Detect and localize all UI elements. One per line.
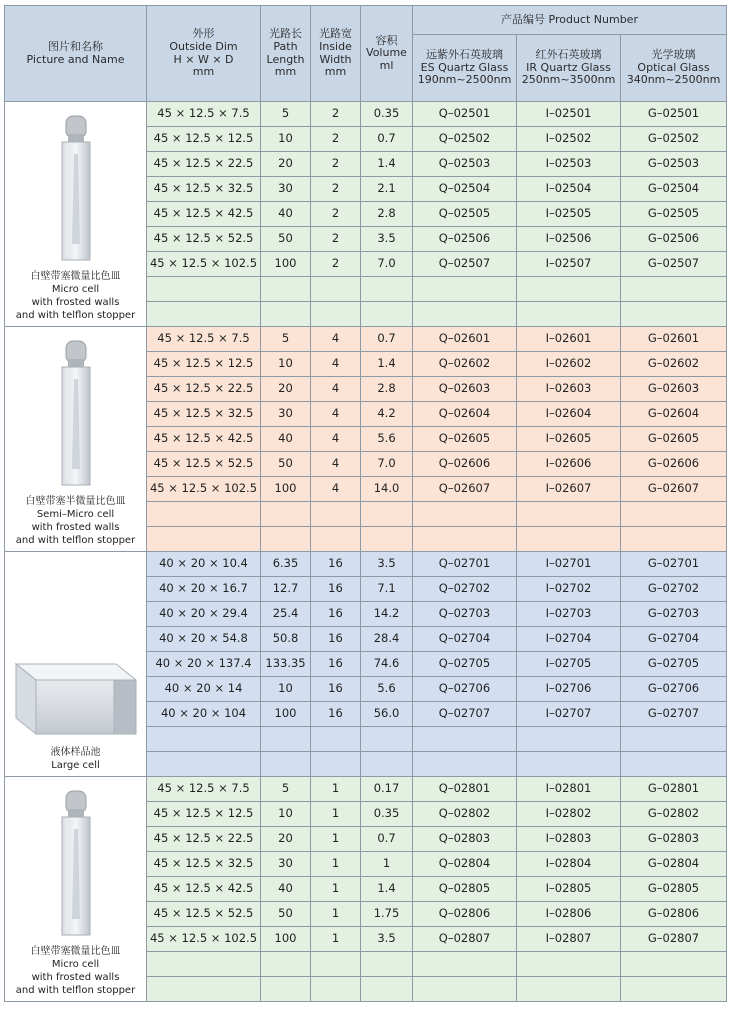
inside-width-cell: 2	[311, 177, 361, 202]
es-quartz-number-cell: Q–02507	[413, 252, 517, 277]
outside-dim-cell: 45 × 12.5 × 42.5	[147, 427, 261, 452]
outside-dim-cell: 45 × 12.5 × 32.5	[147, 177, 261, 202]
path-length-cell: 40	[261, 877, 311, 902]
path-length-cell: 50	[261, 452, 311, 477]
ir-quartz-number-cell: I–02705	[517, 652, 621, 677]
es-quartz-number-cell: Q–02504	[413, 177, 517, 202]
inside-width-cell: 4	[311, 327, 361, 352]
ir-quartz-number-cell: I–02507	[517, 252, 621, 277]
volume-cell: 4.2	[361, 402, 413, 427]
inside-width-cell: 4	[311, 477, 361, 502]
optical-glass-number-cell: G–02705	[621, 652, 727, 677]
es-quartz-number-cell: Q–02703	[413, 602, 517, 627]
es-quartz-number-cell	[413, 502, 517, 527]
outside-dim-cell: 45 × 12.5 × 22.5	[147, 827, 261, 852]
volume-cell: 74.6	[361, 652, 413, 677]
outside-dim-cell: 45 × 12.5 × 52.5	[147, 452, 261, 477]
volume-cell: 0.7	[361, 127, 413, 152]
inside-width-cell: 4	[311, 402, 361, 427]
es-quartz-number-cell: Q–02606	[413, 452, 517, 477]
es-quartz-number-cell: Q–02603	[413, 377, 517, 402]
optical-glass-number-cell: G–02501	[621, 102, 727, 127]
outside-dim-cell: 45 × 12.5 × 102.5	[147, 477, 261, 502]
volume-cell: 0.7	[361, 327, 413, 352]
path-length-cell	[261, 727, 311, 752]
es-quartz-number-cell	[413, 977, 517, 1002]
volume-cell: 0.17	[361, 777, 413, 802]
es-quartz-number-cell: Q–02607	[413, 477, 517, 502]
volume-cell: 5.6	[361, 677, 413, 702]
es-quartz-number-cell: Q–02704	[413, 627, 517, 652]
es-quartz-number-cell: Q–02802	[413, 802, 517, 827]
ir-quartz-number-cell: I–02605	[517, 427, 621, 452]
optical-glass-number-cell	[621, 302, 727, 327]
ir-quartz-number-cell: I–02804	[517, 852, 621, 877]
es-quartz-number-cell: Q–02505	[413, 202, 517, 227]
picture-name-cell	[5, 777, 147, 1002]
volume-cell: 7.0	[361, 452, 413, 477]
es-quartz-number-cell: Q–02602	[413, 352, 517, 377]
ir-quartz-number-cell	[517, 752, 621, 777]
outside-dim-cell	[147, 727, 261, 752]
inside-width-cell: 2	[311, 152, 361, 177]
es-quartz-number-cell: Q–02804	[413, 852, 517, 877]
optical-glass-number-cell	[621, 952, 727, 977]
es-quartz-number-cell	[413, 527, 517, 552]
inside-width-cell: 16	[311, 577, 361, 602]
path-length-cell: 30	[261, 402, 311, 427]
volume-cell: 7.0	[361, 252, 413, 277]
volume-cell: 1.4	[361, 352, 413, 377]
path-length-cell: 5	[261, 102, 311, 127]
cuvette-with-stopper-icon	[5, 114, 146, 264]
ir-quartz-number-cell	[517, 952, 621, 977]
ir-quartz-number-cell: I–02702	[517, 577, 621, 602]
inside-width-cell: 4	[311, 352, 361, 377]
path-length-cell: 133.35	[261, 652, 311, 677]
product-name-line: Large cell	[51, 760, 100, 771]
picture-name-cell	[5, 552, 147, 777]
path-length-cell	[261, 502, 311, 527]
inside-width-cell: 1	[311, 777, 361, 802]
ir-quartz-number-cell: I–02704	[517, 627, 621, 652]
product-name-line: and with telflon stopper	[15, 310, 136, 321]
volume-cell	[361, 752, 413, 777]
optical-glass-number-cell: G–02604	[621, 402, 727, 427]
optical-glass-number-cell: G–02801	[621, 777, 727, 802]
optical-glass-number-cell	[621, 502, 727, 527]
inside-width-cell: 1	[311, 802, 361, 827]
ir-quartz-number-cell: I–02701	[517, 552, 621, 577]
outside-dim-cell: 45 × 12.5 × 102.5	[147, 252, 261, 277]
ir-quartz-number-cell: I–02503	[517, 152, 621, 177]
es-quartz-number-cell	[413, 277, 517, 302]
product-name-label	[5, 746, 146, 772]
outside-dim-cell: 45 × 12.5 × 102.5	[147, 927, 261, 952]
optical-glass-number-cell: G–02704	[621, 627, 727, 652]
header-path-length: 光路长 Path Length mm	[261, 6, 311, 102]
volume-cell: 1.4	[361, 152, 413, 177]
outside-dim-cell: 40 × 20 × 104	[147, 702, 261, 727]
ir-quartz-number-cell: I–02603	[517, 377, 621, 402]
outside-dim-cell: 45 × 12.5 × 12.5	[147, 352, 261, 377]
inside-width-cell: 2	[311, 252, 361, 277]
es-quartz-number-cell: Q–02707	[413, 702, 517, 727]
optical-glass-number-cell: G–02503	[621, 152, 727, 177]
path-length-cell: 40	[261, 202, 311, 227]
volume-cell	[361, 952, 413, 977]
volume-cell: 2.8	[361, 202, 413, 227]
optical-glass-number-cell: G–02602	[621, 352, 727, 377]
inside-width-cell	[311, 752, 361, 777]
ir-quartz-number-cell: I–02505	[517, 202, 621, 227]
optical-glass-number-cell: G–02607	[621, 477, 727, 502]
optical-glass-number-cell: G–02605	[621, 427, 727, 452]
outside-dim-cell: 45 × 12.5 × 42.5	[147, 202, 261, 227]
es-quartz-number-cell	[413, 727, 517, 752]
path-length-cell: 10	[261, 677, 311, 702]
header-ir-quartz: 红外石英玻璃 IR Quartz Glass 250nm~3500nm	[517, 35, 621, 102]
path-length-cell: 40	[261, 427, 311, 452]
inside-width-cell: 1	[311, 902, 361, 927]
inside-width-cell: 16	[311, 652, 361, 677]
optical-glass-number-cell: G–02804	[621, 852, 727, 877]
volume-cell: 0.35	[361, 802, 413, 827]
inside-width-cell: 1	[311, 877, 361, 902]
outside-dim-cell	[147, 302, 261, 327]
ir-quartz-number-cell: I–02606	[517, 452, 621, 477]
path-length-cell	[261, 952, 311, 977]
outside-dim-cell: 45 × 12.5 × 7.5	[147, 102, 261, 127]
product-name-line: Micro cell	[51, 284, 100, 295]
es-quartz-number-cell: Q–02803	[413, 827, 517, 852]
ir-quartz-number-cell: I–02604	[517, 402, 621, 427]
path-length-cell: 10	[261, 127, 311, 152]
optical-glass-number-cell: G–02702	[621, 577, 727, 602]
volume-cell: 14.0	[361, 477, 413, 502]
es-quartz-number-cell: Q–02801	[413, 777, 517, 802]
product-name-line: 液体样品池	[50, 747, 101, 758]
picture-name-cell	[5, 102, 147, 327]
optical-glass-number-cell: G–02701	[621, 552, 727, 577]
outside-dim-cell: 45 × 12.5 × 52.5	[147, 227, 261, 252]
ir-quartz-number-cell	[517, 302, 621, 327]
table-header	[5, 6, 727, 102]
ir-quartz-number-cell: I–02502	[517, 127, 621, 152]
inside-width-cell	[311, 527, 361, 552]
path-length-cell: 5	[261, 777, 311, 802]
ir-quartz-number-cell: I–02607	[517, 477, 621, 502]
optical-glass-number-cell: G–02802	[621, 802, 727, 827]
ir-quartz-number-cell: I–02707	[517, 702, 621, 727]
optical-glass-number-cell: G–02506	[621, 227, 727, 252]
ir-quartz-number-cell: I–02504	[517, 177, 621, 202]
es-quartz-number-cell: Q–02506	[413, 227, 517, 252]
ir-quartz-number-cell	[517, 977, 621, 1002]
product-name-line: with frosted walls	[31, 972, 120, 983]
outside-dim-cell	[147, 527, 261, 552]
inside-width-cell: 16	[311, 677, 361, 702]
outside-dim-cell: 40 × 20 × 29.4	[147, 602, 261, 627]
outside-dim-cell	[147, 277, 261, 302]
optical-glass-number-cell: G–02803	[621, 827, 727, 852]
table-row	[5, 552, 727, 577]
optical-glass-number-cell: G–02505	[621, 202, 727, 227]
volume-cell: 3.5	[361, 227, 413, 252]
product-name-label	[5, 495, 146, 547]
outside-dim-cell	[147, 952, 261, 977]
inside-width-cell	[311, 502, 361, 527]
header-es-quartz: 远紫外石英玻璃 ES Quartz Glass 190nm~2500nm	[413, 35, 517, 102]
table-body	[5, 102, 727, 1002]
path-length-cell	[261, 277, 311, 302]
ir-quartz-number-cell	[517, 502, 621, 527]
volume-cell: 0.7	[361, 827, 413, 852]
volume-cell: 2.8	[361, 377, 413, 402]
es-quartz-number-cell: Q–02605	[413, 427, 517, 452]
optical-glass-number-cell: G–02606	[621, 452, 727, 477]
product-name-line: and with telflon stopper	[15, 535, 136, 546]
inside-width-cell: 2	[311, 127, 361, 152]
ir-quartz-number-cell: I–02602	[517, 352, 621, 377]
es-quartz-number-cell	[413, 752, 517, 777]
volume-cell	[361, 502, 413, 527]
inside-width-cell: 1	[311, 927, 361, 952]
es-quartz-number-cell: Q–02806	[413, 902, 517, 927]
es-quartz-number-cell	[413, 302, 517, 327]
ir-quartz-number-cell: I–02506	[517, 227, 621, 252]
optical-glass-number-cell: G–02507	[621, 252, 727, 277]
es-quartz-number-cell: Q–02706	[413, 677, 517, 702]
inside-width-cell: 4	[311, 377, 361, 402]
product-name-line: 白壁带塞微量比色皿	[30, 271, 121, 282]
path-length-cell	[261, 527, 311, 552]
path-length-cell: 50.8	[261, 627, 311, 652]
path-length-cell: 100	[261, 702, 311, 727]
path-length-cell: 12.7	[261, 577, 311, 602]
header-inside-width: 光路宽 Inside Width mm	[311, 6, 361, 102]
volume-cell: 28.4	[361, 627, 413, 652]
outside-dim-cell: 40 × 20 × 14	[147, 677, 261, 702]
optical-glass-number-cell: G–02807	[621, 927, 727, 952]
product-name-line: 白壁带塞微量比色皿	[30, 946, 121, 957]
path-length-cell: 20	[261, 377, 311, 402]
optical-glass-number-cell: G–02601	[621, 327, 727, 352]
table-row	[5, 327, 727, 352]
product-name-label	[5, 270, 146, 322]
path-length-cell: 10	[261, 802, 311, 827]
es-quartz-number-cell	[413, 952, 517, 977]
ir-quartz-number-cell: I–02601	[517, 327, 621, 352]
es-quartz-number-cell: Q–02604	[413, 402, 517, 427]
path-length-cell	[261, 752, 311, 777]
outside-dim-cell: 45 × 12.5 × 22.5	[147, 377, 261, 402]
optical-glass-number-cell: G–02504	[621, 177, 727, 202]
es-quartz-number-cell: Q–02503	[413, 152, 517, 177]
product-name-line: with frosted walls	[31, 522, 120, 533]
picture-name-cell	[5, 327, 147, 552]
optical-glass-number-cell	[621, 527, 727, 552]
optical-glass-number-cell: G–02703	[621, 602, 727, 627]
ir-quartz-number-cell: I–02703	[517, 602, 621, 627]
outside-dim-cell	[147, 752, 261, 777]
ir-quartz-number-cell: I–02806	[517, 902, 621, 927]
outside-dim-cell: 45 × 12.5 × 7.5	[147, 777, 261, 802]
inside-width-cell	[311, 277, 361, 302]
header-product-number: 产品编号 Product Number	[413, 6, 727, 35]
path-length-cell: 100	[261, 477, 311, 502]
inside-width-cell	[311, 952, 361, 977]
product-name-label	[5, 945, 146, 997]
header-volume: 容积 Volume ml	[361, 6, 413, 102]
outside-dim-cell: 45 × 12.5 × 32.5	[147, 852, 261, 877]
inside-width-cell	[311, 727, 361, 752]
table-row	[5, 777, 727, 802]
volume-cell: 1	[361, 852, 413, 877]
inside-width-cell	[311, 302, 361, 327]
volume-cell: 1.4	[361, 877, 413, 902]
path-length-cell: 5	[261, 327, 311, 352]
path-length-cell: 30	[261, 852, 311, 877]
header-optical-glass: 光学玻璃 Optical Glass 340nm~2500nm	[621, 35, 727, 102]
path-length-cell: 25.4	[261, 602, 311, 627]
path-length-cell: 30	[261, 177, 311, 202]
optical-glass-number-cell: G–02706	[621, 677, 727, 702]
path-length-cell	[261, 977, 311, 1002]
outside-dim-cell	[147, 977, 261, 1002]
volume-cell: 2.1	[361, 177, 413, 202]
outside-dim-cell: 45 × 12.5 × 42.5	[147, 877, 261, 902]
product-spec-table	[4, 5, 727, 1002]
inside-width-cell: 4	[311, 427, 361, 452]
path-length-cell: 10	[261, 352, 311, 377]
optical-glass-number-cell	[621, 752, 727, 777]
optical-glass-number-cell: G–02806	[621, 902, 727, 927]
outside-dim-cell: 40 × 20 × 16.7	[147, 577, 261, 602]
es-quartz-number-cell: Q–02702	[413, 577, 517, 602]
inside-width-cell: 2	[311, 102, 361, 127]
es-quartz-number-cell: Q–02501	[413, 102, 517, 127]
cuvette-with-stopper-icon	[5, 789, 146, 939]
inside-width-cell: 16	[311, 627, 361, 652]
product-name-line: Semi–Micro cell	[36, 509, 115, 520]
ir-quartz-number-cell: I–02807	[517, 927, 621, 952]
optical-glass-number-cell	[621, 977, 727, 1002]
ir-quartz-number-cell	[517, 527, 621, 552]
product-name-line: with frosted walls	[31, 297, 120, 308]
outside-dim-cell: 40 × 20 × 10.4	[147, 552, 261, 577]
volume-cell: 1.75	[361, 902, 413, 927]
path-length-cell: 6.35	[261, 552, 311, 577]
ir-quartz-number-cell: I–02706	[517, 677, 621, 702]
volume-cell: 3.5	[361, 927, 413, 952]
volume-cell: 14.2	[361, 602, 413, 627]
path-length-cell: 50	[261, 227, 311, 252]
ir-quartz-number-cell: I–02802	[517, 802, 621, 827]
cuvette-with-stopper-icon	[5, 339, 146, 489]
es-quartz-number-cell: Q–02705	[413, 652, 517, 677]
volume-cell: 5.6	[361, 427, 413, 452]
volume-cell	[361, 977, 413, 1002]
path-length-cell: 100	[261, 927, 311, 952]
volume-cell: 7.1	[361, 577, 413, 602]
ir-quartz-number-cell	[517, 727, 621, 752]
inside-width-cell: 2	[311, 227, 361, 252]
ir-quartz-number-cell: I–02801	[517, 777, 621, 802]
product-name-line: and with telflon stopper	[15, 985, 136, 996]
optical-glass-number-cell: G–02502	[621, 127, 727, 152]
ir-quartz-number-cell: I–02803	[517, 827, 621, 852]
ir-quartz-number-cell	[517, 277, 621, 302]
header-picture-name: 图片和名称 Picture and Name	[5, 6, 147, 102]
volume-cell: 3.5	[361, 552, 413, 577]
product-name-line: Micro cell	[51, 959, 100, 970]
outside-dim-cell: 40 × 20 × 54.8	[147, 627, 261, 652]
large-cell-icon	[5, 650, 146, 740]
outside-dim-cell: 45 × 12.5 × 7.5	[147, 327, 261, 352]
inside-width-cell: 16	[311, 602, 361, 627]
es-quartz-number-cell: Q–02601	[413, 327, 517, 352]
outside-dim-cell: 45 × 12.5 × 32.5	[147, 402, 261, 427]
volume-cell	[361, 727, 413, 752]
outside-dim-cell: 45 × 12.5 × 52.5	[147, 902, 261, 927]
optical-glass-number-cell	[621, 727, 727, 752]
es-quartz-number-cell: Q–02807	[413, 927, 517, 952]
es-quartz-number-cell: Q–02701	[413, 552, 517, 577]
inside-width-cell	[311, 977, 361, 1002]
outside-dim-cell: 40 × 20 × 137.4	[147, 652, 261, 677]
inside-width-cell: 16	[311, 552, 361, 577]
header-outside-dim: 外形 Outside Dim H × W × D mm	[147, 6, 261, 102]
optical-glass-number-cell: G–02603	[621, 377, 727, 402]
es-quartz-number-cell: Q–02805	[413, 877, 517, 902]
optical-glass-number-cell: G–02805	[621, 877, 727, 902]
inside-width-cell: 16	[311, 702, 361, 727]
inside-width-cell: 4	[311, 452, 361, 477]
optical-glass-number-cell: G–02707	[621, 702, 727, 727]
path-length-cell: 100	[261, 252, 311, 277]
volume-cell	[361, 302, 413, 327]
volume-cell	[361, 277, 413, 302]
path-length-cell: 50	[261, 902, 311, 927]
optical-glass-number-cell	[621, 277, 727, 302]
volume-cell	[361, 527, 413, 552]
ir-quartz-number-cell: I–02501	[517, 102, 621, 127]
product-name-line: 白壁带塞半微量比色皿	[25, 496, 126, 507]
inside-width-cell: 1	[311, 852, 361, 877]
outside-dim-cell: 45 × 12.5 × 12.5	[147, 127, 261, 152]
volume-cell: 56.0	[361, 702, 413, 727]
outside-dim-cell	[147, 502, 261, 527]
inside-width-cell: 2	[311, 202, 361, 227]
table-row	[5, 102, 727, 127]
path-length-cell: 20	[261, 827, 311, 852]
inside-width-cell: 1	[311, 827, 361, 852]
outside-dim-cell: 45 × 12.5 × 22.5	[147, 152, 261, 177]
outside-dim-cell: 45 × 12.5 × 12.5	[147, 802, 261, 827]
es-quartz-number-cell: Q–02502	[413, 127, 517, 152]
ir-quartz-number-cell: I–02805	[517, 877, 621, 902]
path-length-cell	[261, 302, 311, 327]
path-length-cell: 20	[261, 152, 311, 177]
volume-cell: 0.35	[361, 102, 413, 127]
